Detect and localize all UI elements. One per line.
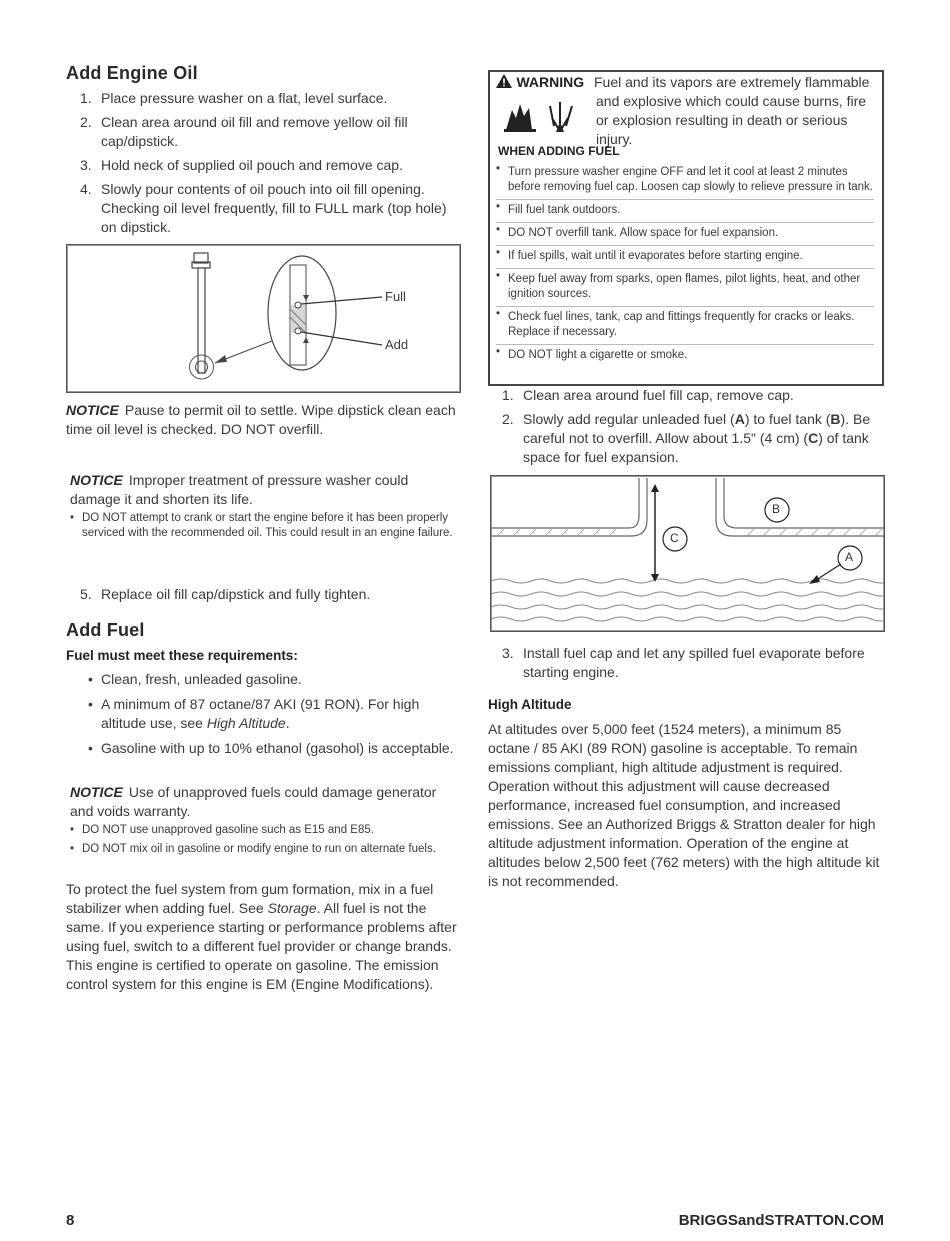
tank-label-c: C — [670, 531, 679, 545]
tank-label-a: A — [845, 550, 854, 564]
warning-item: • DO NOT overfill tank. Allow space for fuel expansion. — [496, 223, 874, 246]
notice-tag: NOTICE — [66, 402, 119, 418]
fuel-stabilizer-paragraph: To protect the fuel system from gum formation, mix in a fuel stabilizer when adding fuel. See Storage. All fuel is not the same. If you experience starting or performance problems after using fuel, switch to a different fuel provider or change brands. This engine is certified to operate on gasoline. The emission control system for this engine is EM (Engine Modifications). — [66, 881, 457, 992]
dipstick-illustration — [67, 245, 460, 392]
notice-settle: NOTICE Pause to permit oil to settle. Wipe dipstick clean each time oil level is checked. DO NOT overfill. — [66, 402, 456, 437]
notice-improper-block — [70, 471, 462, 541]
when-adding-fuel: WHEN ADDING FUEL — [498, 144, 620, 158]
add-label: Add — [385, 337, 409, 352]
high-altitude-paragraph: At altitudes over 5,000 feet (1524 meters), a minimum 85 octane / 85 AKI (89 RON) gasoline is acceptable. To remain emissions compliant, high altitude adjustment is required. Operation without this adjustment will cause decreased performance, increased fuel consumption, and increased emissions. See an Authorized Briggs & Stratton dealer for high altitude adjustment information. Operation of the engine at altitudes below 2,500 feet (762 meters) with the high altitude kit is not recommended. — [488, 721, 880, 889]
fuel-requirements-list — [66, 670, 462, 764]
warning-header — [496, 74, 584, 92]
warning-item: • Fill fuel tank outdoors. — [496, 200, 874, 223]
fire-icon — [502, 96, 590, 134]
oil-step: 3. Hold neck of supplied oil pouch and remove cap. — [80, 157, 403, 173]
notice-bullet: • DO NOT use unapproved gasoline such as E15 and E85. — [70, 823, 462, 838]
warning-list — [496, 162, 874, 367]
notice-unapproved-bullets — [70, 823, 462, 857]
footer-site: BRIGGSandSTRATTON.COM — [678, 1212, 884, 1229]
warning-box — [488, 70, 884, 386]
fire-icons — [502, 96, 590, 139]
fuel-tank-illustration — [491, 476, 884, 631]
oil-step: 5. Replace oil fill cap/dipstick and fully tighten. — [80, 586, 371, 602]
fuel-step-3 — [488, 644, 884, 687]
high-altitude-link[interactable]: High Altitude — [206, 715, 286, 731]
notice-tag: NOTICE — [70, 472, 123, 488]
oil-steps — [66, 89, 462, 242]
oil-step: 4. Slowly pour contents of oil pouch into oil fill opening. Checking oil level frequently, fill to FULL mark (top hole) on dipstick. — [80, 181, 447, 235]
notice-bullet: • DO NOT mix oil in gasoline or modify engine to run on alternate fuels. — [70, 842, 462, 857]
warning-label: WARNING — [516, 74, 585, 90]
notice-bullet: • DO NOT attempt to crank or start the engine before it has been properly serviced with the recommended oil. This could result in an engine failure. — [70, 511, 462, 541]
oil-step-5 — [66, 585, 462, 609]
warning-triangle-icon — [496, 74, 512, 88]
notice-tag: NOTICE — [70, 784, 123, 800]
tank-label-b: B — [772, 502, 781, 516]
notice-unapproved: NOTICE Use of unapproved fuels could damage generator and voids warranty. — [70, 784, 437, 819]
oil-step: 1. Place pressure washer on a flat, level surface. — [80, 90, 388, 106]
page-number: 8 — [66, 1212, 75, 1229]
add-engine-oil-heading: Add Engine Oil — [66, 63, 198, 83]
notice-improper: NOTICE Improper treatment of pressure washer could damage it and shorten its life. — [70, 472, 409, 507]
fuel-requirements-heading: Fuel must meet these requirements: — [66, 648, 298, 663]
warning-text: Fuel and its vapors are extremely flammable and explosive which could cause burns, fire or explosion resulting in death or serious injury. — [594, 74, 870, 147]
fuel-requirement: • Clean, fresh, unleaded gasoline. — [66, 670, 462, 689]
fuel-tank-figure — [490, 475, 885, 632]
high-altitude-heading: High Altitude — [488, 697, 572, 712]
storage-link[interactable]: Storage — [267, 900, 317, 916]
notice-improper-bullets — [70, 511, 462, 541]
warning-item: • If fuel spills, wait until it evaporates before starting engine. — [496, 246, 874, 269]
warning-item: • Turn pressure washer engine OFF and let it cool at least 2 minutes before removing fuel cap. Loosen cap slowly to relieve pressure in tank. — [496, 162, 874, 200]
fuel-step: 1. Clean area around fuel fill cap, remove cap. — [502, 387, 794, 403]
warning-item: • Keep fuel away from sparks, open flames, pilot lights, heat, and other ignition sources. — [496, 269, 874, 307]
add-fuel-heading: Add Fuel — [66, 620, 145, 640]
full-label: Full — [385, 289, 406, 304]
fuel-steps — [488, 386, 884, 472]
fuel-requirement: • Gasoline with up to 10% ethanol (gasohol) is acceptable. — [66, 739, 462, 758]
dipstick-figure — [66, 244, 461, 393]
warning-item: • DO NOT light a cigarette or smoke. — [496, 345, 874, 367]
notice-unapproved-block — [70, 783, 462, 857]
fuel-requirement: • A minimum of 87 octane/87 AKI (91 RON). For high altitude use, see High Altitude. — [66, 695, 462, 733]
fuel-step: 2. Slowly add regular unleaded fuel (A) to fuel tank (B). Be careful not to overfill. Allow about 1.5" (4 cm) (C) of tank space for fuel expansion. — [502, 411, 871, 465]
fuel-step: 3. Install fuel cap and let any spilled fuel evaporate before starting engine. — [502, 645, 865, 680]
warning-item: • Check fuel lines, tank, cap and fittings frequently for cracks or leaks. Replace if necessary. — [496, 307, 874, 345]
oil-step: 2. Clean area around oil fill and remove yellow oil fill cap/dipstick. — [80, 114, 408, 149]
